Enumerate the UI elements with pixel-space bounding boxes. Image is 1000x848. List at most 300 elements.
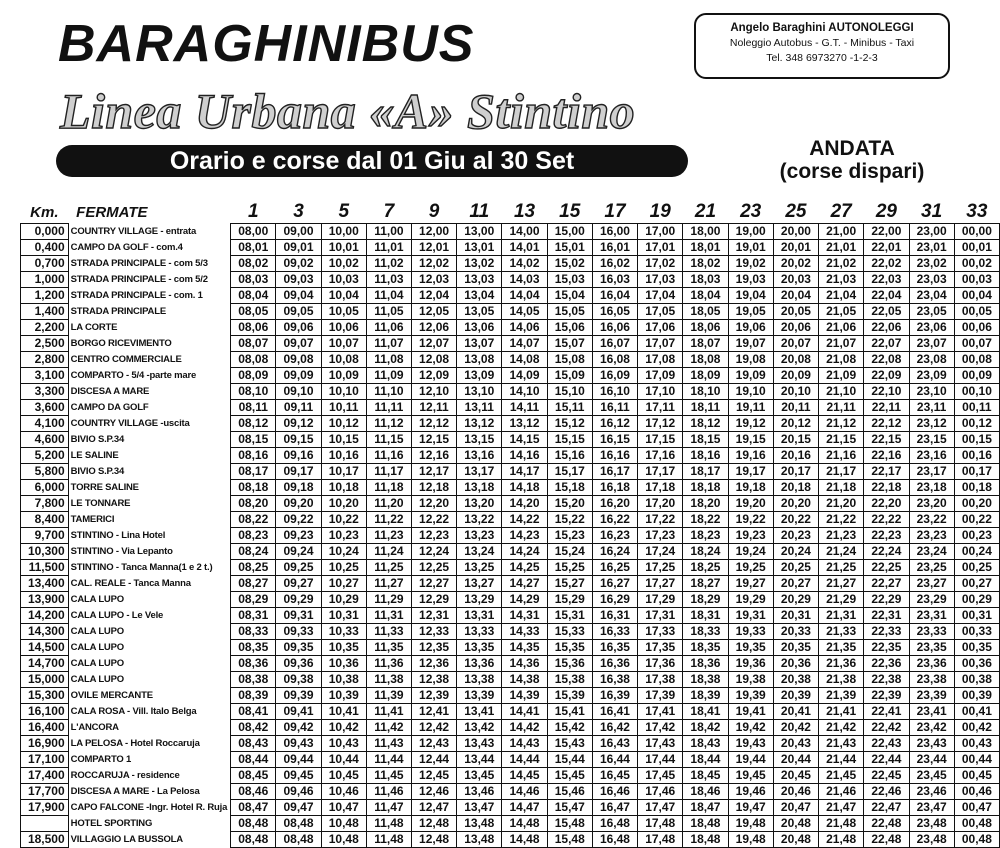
time-cell: 12,06 — [411, 320, 456, 336]
time-cell: 16,29 — [592, 592, 637, 608]
time-cell: 16,04 — [592, 288, 637, 304]
time-cell: 17,33 — [638, 624, 683, 640]
time-cell: 10,47 — [321, 800, 366, 816]
time-cell: 11,24 — [366, 544, 411, 560]
time-cell: 15,03 — [547, 272, 592, 288]
time-cell: 09,07 — [276, 336, 321, 352]
km-cell: 4,100 — [21, 416, 69, 432]
time-cell: 21,04 — [819, 288, 864, 304]
time-cell: 21,12 — [819, 416, 864, 432]
time-cell: 21,47 — [819, 800, 864, 816]
table-row — [21, 704, 1000, 720]
time-cell: 12,42 — [411, 720, 456, 736]
time-cell: 15,00 — [547, 224, 592, 240]
time-cell: 11,10 — [366, 384, 411, 400]
time-cell: 00,04 — [954, 288, 999, 304]
run-header: 31 — [921, 201, 943, 222]
time-cell: 19,17 — [728, 464, 773, 480]
run-header: 25 — [785, 201, 807, 222]
time-cell: 08,11 — [231, 400, 276, 416]
time-cell: 10,07 — [321, 336, 366, 352]
time-cell: 23,07 — [909, 336, 954, 352]
time-cell: 08,48 — [276, 816, 321, 832]
time-cell: 10,48 — [321, 832, 366, 848]
time-cell: 08,15 — [231, 432, 276, 448]
time-cell: 00,38 — [954, 672, 999, 688]
time-cell: 21,10 — [819, 384, 864, 400]
time-cell: 11,05 — [366, 304, 411, 320]
time-cell: 10,00 — [321, 224, 366, 240]
time-cell: 14,44 — [502, 752, 547, 768]
time-cell: 21,06 — [819, 320, 864, 336]
time-cell: 08,36 — [231, 656, 276, 672]
time-cell: 12,43 — [411, 736, 456, 752]
time-cell: 12,20 — [411, 496, 456, 512]
time-cell: 22,00 — [864, 224, 909, 240]
time-cell: 20,04 — [773, 288, 818, 304]
time-cell: 16,42 — [592, 720, 637, 736]
time-cell: 00,39 — [954, 688, 999, 704]
time-cell: 12,24 — [411, 544, 456, 560]
time-cell: 20,46 — [773, 784, 818, 800]
time-cell: 16,46 — [592, 784, 637, 800]
time-cell: 08,03 — [231, 272, 276, 288]
time-cell: 18,23 — [683, 528, 728, 544]
time-cell: 14,25 — [502, 560, 547, 576]
time-cell: 19,09 — [728, 368, 773, 384]
time-cell: 20,22 — [773, 512, 818, 528]
time-cell: 11,38 — [366, 672, 411, 688]
table-row — [21, 768, 1000, 784]
time-cell: 12,12 — [411, 416, 456, 432]
time-cell: 00,29 — [954, 592, 999, 608]
stop-cell: VILLAGGIO LA BUSSOLA — [70, 834, 183, 845]
time-cell: 21,22 — [819, 512, 864, 528]
time-cell: 13,07 — [457, 336, 502, 352]
time-cell: 17,45 — [638, 768, 683, 784]
time-cell: 13,03 — [457, 272, 502, 288]
time-cell: 11,29 — [366, 592, 411, 608]
time-cell: 13,00 — [457, 224, 502, 240]
time-cell: 12,00 — [411, 224, 456, 240]
time-cell: 14,10 — [502, 384, 547, 400]
km-cell: 17,400 — [21, 768, 69, 784]
time-cell: 00,24 — [954, 544, 999, 560]
time-cell: 18,25 — [683, 560, 728, 576]
time-cell: 13,10 — [457, 384, 502, 400]
time-cell: 10,03 — [321, 272, 366, 288]
time-cell: 16,01 — [592, 240, 637, 256]
time-cell: 15,01 — [547, 240, 592, 256]
time-cell: 23,42 — [909, 720, 954, 736]
time-cell: 19,35 — [728, 640, 773, 656]
time-cell: 17,23 — [638, 528, 683, 544]
time-cell: 14,48 — [502, 816, 547, 832]
time-cell: 17,07 — [638, 336, 683, 352]
run-header: 9 — [428, 201, 440, 222]
table-row — [21, 240, 1000, 256]
time-cell: 21,45 — [819, 768, 864, 784]
km-cell: 1,200 — [21, 288, 69, 304]
time-cell: 17,17 — [638, 464, 683, 480]
time-cell: 15,47 — [547, 800, 592, 816]
time-cell: 14,03 — [502, 272, 547, 288]
time-cell: 23,29 — [909, 592, 954, 608]
time-cell: 16,17 — [592, 464, 637, 480]
time-cell: 16,11 — [592, 400, 637, 416]
time-cell: 17,48 — [638, 832, 683, 848]
time-cell: 09,02 — [276, 256, 321, 272]
time-cell: 13,33 — [457, 624, 502, 640]
time-cell: 12,09 — [411, 368, 456, 384]
time-cell: 00,47 — [954, 800, 999, 816]
time-cell: 10,02 — [321, 256, 366, 272]
time-cell: 20,38 — [773, 672, 818, 688]
time-cell: 08,38 — [231, 672, 276, 688]
time-cell: 17,11 — [638, 400, 683, 416]
time-cell: 09,39 — [276, 688, 321, 704]
time-cell: 23,10 — [909, 384, 954, 400]
time-cell: 15,31 — [547, 608, 592, 624]
stops-header: FERMATE — [76, 203, 148, 221]
time-cell: 22,03 — [864, 272, 909, 288]
stop-cell: CALA LUPO — [70, 674, 124, 685]
time-cell: 20,06 — [773, 320, 818, 336]
time-cell: 00,02 — [954, 256, 999, 272]
time-cell: 19,18 — [728, 480, 773, 496]
time-cell: 10,31 — [321, 608, 366, 624]
time-cell: 17,00 — [638, 224, 683, 240]
km-cell: 11,500 — [21, 560, 69, 576]
run-header: 7 — [383, 201, 395, 222]
time-cell: 10,04 — [321, 288, 366, 304]
km-cell: 2,800 — [21, 352, 69, 368]
time-cell: 11,35 — [366, 640, 411, 656]
header-row — [21, 201, 1000, 224]
time-cell: 20,20 — [773, 496, 818, 512]
time-cell: 12,38 — [411, 672, 456, 688]
time-cell: 17,04 — [638, 288, 683, 304]
time-cell: 09,38 — [276, 672, 321, 688]
time-cell: 18,35 — [683, 640, 728, 656]
km-cell — [21, 816, 69, 832]
km-header: Km. — [30, 203, 59, 221]
time-cell: 15,04 — [547, 288, 592, 304]
time-cell: 18,24 — [683, 544, 728, 560]
time-cell: 08,00 — [231, 224, 276, 240]
time-cell: 11,36 — [366, 656, 411, 672]
time-cell: 18,17 — [683, 464, 728, 480]
time-cell: 22,44 — [864, 752, 909, 768]
time-cell: 20,02 — [773, 256, 818, 272]
time-cell: 13,35 — [457, 640, 502, 656]
table-row — [21, 512, 1000, 528]
time-cell: 19,08 — [728, 352, 773, 368]
time-cell: 21,11 — [819, 400, 864, 416]
time-cell: 14,08 — [502, 352, 547, 368]
time-cell: 15,35 — [547, 640, 592, 656]
time-cell: 13,41 — [457, 704, 502, 720]
table-row — [21, 832, 1000, 848]
time-cell: 08,27 — [231, 576, 276, 592]
time-cell: 23,46 — [909, 784, 954, 800]
time-cell: 21,42 — [819, 720, 864, 736]
time-cell: 10,27 — [321, 576, 366, 592]
time-cell: 23,27 — [909, 576, 954, 592]
time-cell: 21,27 — [819, 576, 864, 592]
time-cell: 13,09 — [457, 368, 502, 384]
time-cell: 11,45 — [366, 768, 411, 784]
time-cell: 12,41 — [411, 704, 456, 720]
time-cell: 17,09 — [638, 368, 683, 384]
time-cell: 13,02 — [457, 256, 502, 272]
time-cell: 21,48 — [819, 832, 864, 848]
time-cell: 19,44 — [728, 752, 773, 768]
time-cell: 23,33 — [909, 624, 954, 640]
time-cell: 09,11 — [276, 400, 321, 416]
time-cell: 09,47 — [276, 800, 321, 816]
time-cell: 11,47 — [366, 800, 411, 816]
time-cell: 08,25 — [231, 560, 276, 576]
time-cell: 13,18 — [457, 480, 502, 496]
table-row — [21, 480, 1000, 496]
km-cell: 1,000 — [21, 272, 69, 288]
time-cell: 12,48 — [411, 816, 456, 832]
time-cell: 23,12 — [909, 416, 954, 432]
km-cell: 10,300 — [21, 544, 69, 560]
time-cell: 17,48 — [638, 816, 683, 832]
time-cell: 21,25 — [819, 560, 864, 576]
time-cell: 00,35 — [954, 640, 999, 656]
time-cell: 18,01 — [683, 240, 728, 256]
time-cell: 18,29 — [683, 592, 728, 608]
time-cell: 17,18 — [638, 480, 683, 496]
time-cell: 21,17 — [819, 464, 864, 480]
time-cell: 22,06 — [864, 320, 909, 336]
time-cell: 10,46 — [321, 784, 366, 800]
time-cell: 10,09 — [321, 368, 366, 384]
time-cell: 14,15 — [502, 432, 547, 448]
stop-cell: LE SALINE — [70, 450, 119, 461]
time-cell: 11,27 — [366, 576, 411, 592]
time-cell: 19,23 — [728, 528, 773, 544]
time-cell: 21,01 — [819, 240, 864, 256]
run-header: 3 — [293, 201, 304, 222]
km-cell: 14,300 — [21, 624, 69, 640]
time-cell: 21,15 — [819, 432, 864, 448]
time-cell: 12,18 — [411, 480, 456, 496]
km-cell: 6,000 — [21, 480, 69, 496]
time-cell: 10,43 — [321, 736, 366, 752]
time-cell: 08,41 — [231, 704, 276, 720]
time-cell: 13,17 — [457, 464, 502, 480]
time-cell: 21,39 — [819, 688, 864, 704]
time-cell: 16,16 — [592, 448, 637, 464]
time-cell: 19,48 — [728, 816, 773, 832]
time-cell: 09,33 — [276, 624, 321, 640]
time-cell: 22,38 — [864, 672, 909, 688]
time-cell: 08,47 — [231, 800, 276, 816]
run-header: 11 — [469, 201, 490, 222]
time-cell: 22,02 — [864, 256, 909, 272]
time-cell: 17,39 — [638, 688, 683, 704]
time-cell: 09,04 — [276, 288, 321, 304]
time-cell: 18,02 — [683, 256, 728, 272]
time-cell: 15,45 — [547, 768, 592, 784]
time-cell: 09,27 — [276, 576, 321, 592]
time-cell: 20,17 — [773, 464, 818, 480]
time-cell: 18,43 — [683, 736, 728, 752]
time-cell: 08,01 — [231, 240, 276, 256]
time-cell: 12,05 — [411, 304, 456, 320]
time-cell: 16,02 — [592, 256, 637, 272]
time-cell: 22,18 — [864, 480, 909, 496]
time-cell: 13,36 — [457, 656, 502, 672]
time-cell: 19,42 — [728, 720, 773, 736]
time-cell: 18,20 — [683, 496, 728, 512]
time-cell: 08,44 — [231, 752, 276, 768]
km-cell: 17,100 — [21, 752, 69, 768]
time-cell: 08,16 — [231, 448, 276, 464]
table-row — [21, 752, 1000, 768]
time-cell: 19,38 — [728, 672, 773, 688]
time-cell: 20,01 — [773, 240, 818, 256]
time-cell: 14,23 — [502, 528, 547, 544]
time-cell: 13,45 — [457, 768, 502, 784]
time-cell: 21,16 — [819, 448, 864, 464]
km-cell: 2,500 — [21, 336, 69, 352]
time-cell: 15,44 — [547, 752, 592, 768]
time-cell: 16,09 — [592, 368, 637, 384]
time-cell: 08,48 — [231, 816, 276, 832]
time-cell: 13,08 — [457, 352, 502, 368]
time-cell: 17,20 — [638, 496, 683, 512]
time-cell: 19,31 — [728, 608, 773, 624]
time-cell: 15,43 — [547, 736, 592, 752]
time-cell: 19,33 — [728, 624, 773, 640]
time-cell: 12,07 — [411, 336, 456, 352]
time-cell: 08,45 — [231, 768, 276, 784]
time-cell: 13,48 — [457, 832, 502, 848]
time-cell: 13,05 — [457, 304, 502, 320]
time-cell: 18,09 — [683, 368, 728, 384]
table-row — [21, 384, 1000, 400]
time-cell: 19,01 — [728, 240, 773, 256]
time-cell: 17,25 — [638, 560, 683, 576]
time-cell: 00,41 — [954, 704, 999, 720]
km-cell: 17,900 — [21, 800, 69, 816]
time-cell: 22,07 — [864, 336, 909, 352]
time-cell: 16,41 — [592, 704, 637, 720]
stop-cell: CALA LUPO — [70, 642, 124, 653]
table-row — [21, 432, 1000, 448]
time-cell: 18,45 — [683, 768, 728, 784]
time-cell: 23,16 — [909, 448, 954, 464]
time-cell: 20,25 — [773, 560, 818, 576]
time-cell: 10,42 — [321, 720, 366, 736]
time-cell: 22,20 — [864, 496, 909, 512]
time-cell: 22,42 — [864, 720, 909, 736]
time-cell: 23,25 — [909, 560, 954, 576]
time-cell: 00,01 — [954, 240, 999, 256]
time-cell: 12,35 — [411, 640, 456, 656]
stop-cell: BIVIO S.P.34 — [70, 434, 125, 445]
time-cell: 22,10 — [864, 384, 909, 400]
time-cell: 17,16 — [638, 448, 683, 464]
time-cell: 18,42 — [683, 720, 728, 736]
time-cell: 23,31 — [909, 608, 954, 624]
time-cell: 19,27 — [728, 576, 773, 592]
time-cell: 20,39 — [773, 688, 818, 704]
time-cell: 18,07 — [683, 336, 728, 352]
table-row — [21, 336, 1000, 352]
time-cell: 09,36 — [276, 656, 321, 672]
time-cell: 12,15 — [411, 432, 456, 448]
time-cell: 18,04 — [683, 288, 728, 304]
time-cell: 08,35 — [231, 640, 276, 656]
time-cell: 13,38 — [457, 672, 502, 688]
time-cell: 14,27 — [502, 576, 547, 592]
time-cell: 08,17 — [231, 464, 276, 480]
time-cell: 13,39 — [457, 688, 502, 704]
time-cell: 18,03 — [683, 272, 728, 288]
km-cell: 14,700 — [21, 656, 69, 672]
time-cell: 22,35 — [864, 640, 909, 656]
time-cell: 23,08 — [909, 352, 954, 368]
stop-cell: COUNTRY VILLAGE -uscita — [70, 418, 190, 429]
time-cell: 17,44 — [638, 752, 683, 768]
time-cell: 09,03 — [276, 272, 321, 288]
time-cell: 22,17 — [864, 464, 909, 480]
time-cell: 13,31 — [457, 608, 502, 624]
time-cell: 12,08 — [411, 352, 456, 368]
time-cell: 11,17 — [366, 464, 411, 480]
time-cell: 23,06 — [909, 320, 954, 336]
time-cell: 16,36 — [592, 656, 637, 672]
time-cell: 20,33 — [773, 624, 818, 640]
time-cell: 08,02 — [231, 256, 276, 272]
time-cell: 14,45 — [502, 768, 547, 784]
time-cell: 10,36 — [321, 656, 366, 672]
time-cell: 14,38 — [502, 672, 547, 688]
time-cell: 00,36 — [954, 656, 999, 672]
table-row — [21, 368, 1000, 384]
km-cell: 5,800 — [21, 464, 69, 480]
time-cell: 00,09 — [954, 368, 999, 384]
run-header: 1 — [247, 201, 259, 222]
time-cell: 21,08 — [819, 352, 864, 368]
time-cell: 08,46 — [231, 784, 276, 800]
time-cell: 13,11 — [457, 400, 502, 416]
time-cell: 22,22 — [864, 512, 909, 528]
time-cell: 20,23 — [773, 528, 818, 544]
time-cell: 09,16 — [276, 448, 321, 464]
time-cell: 18,05 — [683, 304, 728, 320]
time-cell: 14,20 — [502, 496, 547, 512]
time-cell: 15,38 — [547, 672, 592, 688]
time-cell: 08,08 — [231, 352, 276, 368]
period-banner: Orario e corse dal 01 Giu al 30 Set — [56, 145, 688, 177]
time-cell: 17,15 — [638, 432, 683, 448]
time-cell: 16,18 — [592, 480, 637, 496]
run-header: 15 — [559, 201, 581, 222]
time-cell: 21,18 — [819, 480, 864, 496]
time-cell: 11,15 — [366, 432, 411, 448]
time-cell: 20,00 — [773, 224, 818, 240]
time-cell: 17,06 — [638, 320, 683, 336]
time-cell: 16,44 — [592, 752, 637, 768]
time-cell: 20,16 — [773, 448, 818, 464]
